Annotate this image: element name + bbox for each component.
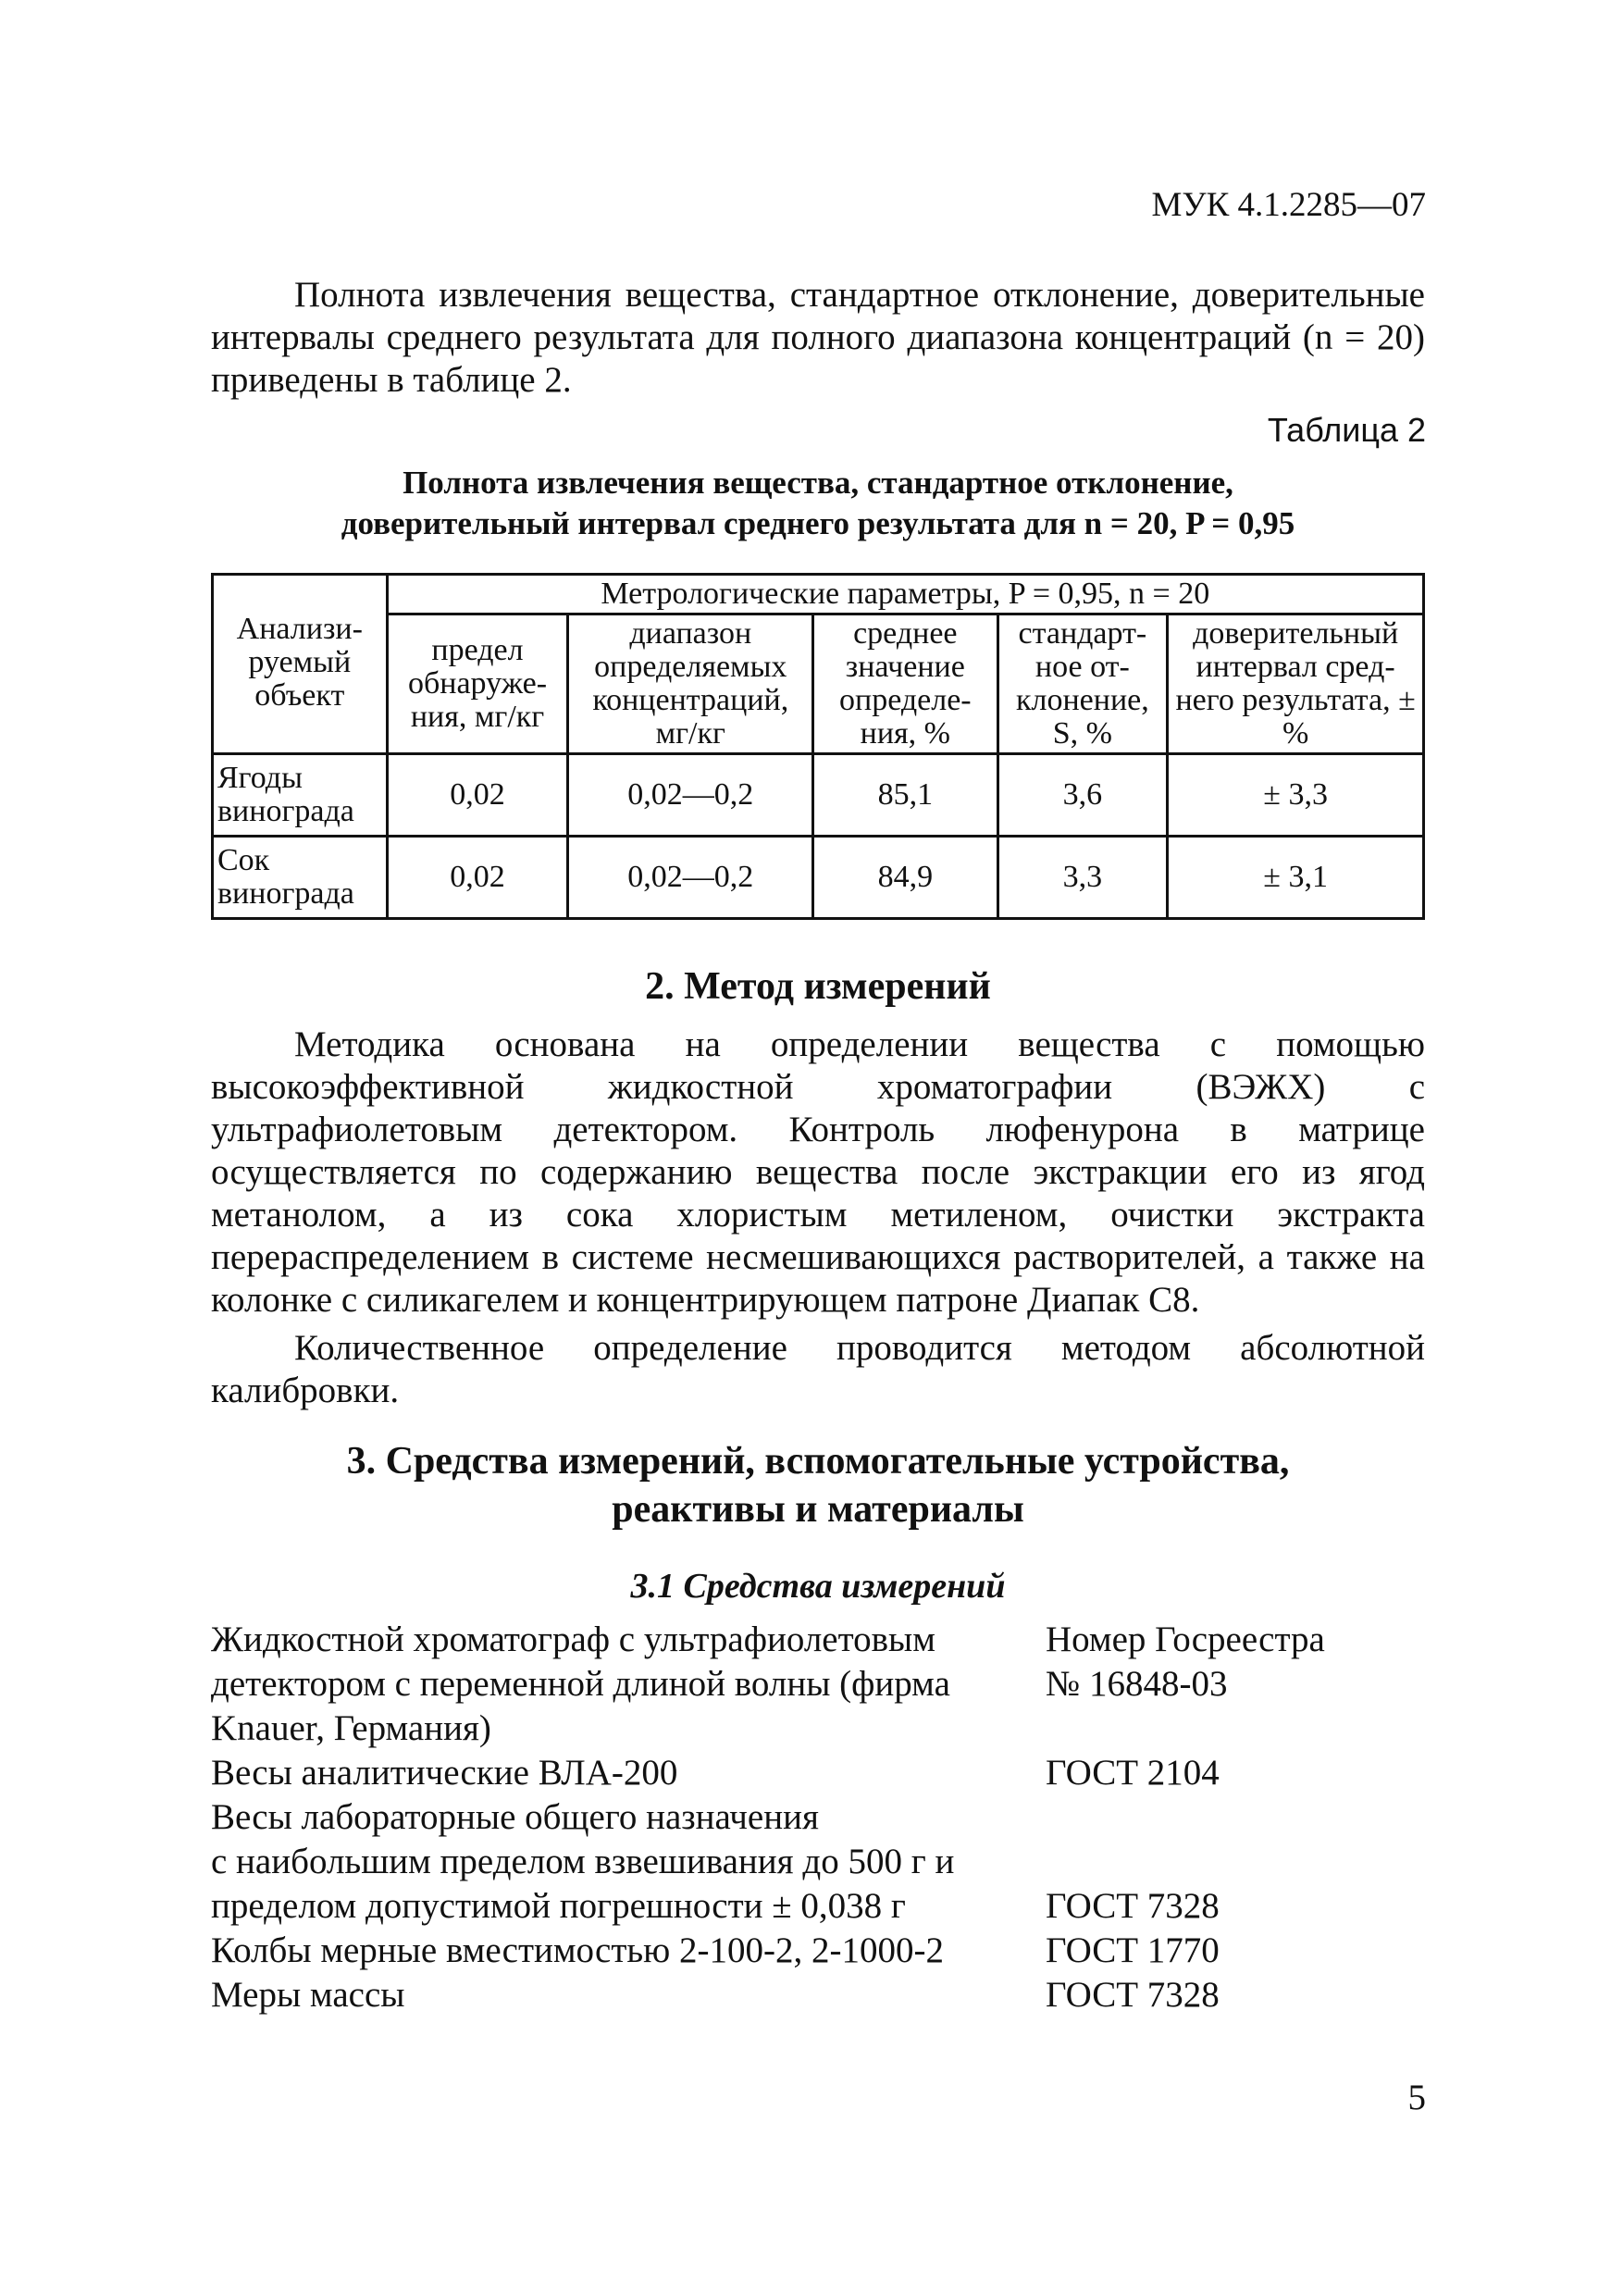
column-header: доверительный интервал сред-него результата, ± % — [1168, 614, 1424, 754]
group-header: Метрологические параметры, P = 0,95, n = 20 — [387, 575, 1423, 614]
equipment-name: с наибольшим пределом взвешивания до 500 г и — [211, 1842, 955, 1881]
section-title-method: 2. Метод измерений — [645, 965, 991, 1008]
equipment-name: детектором с переменной длиной волны (фирма — [211, 1664, 950, 1704]
equipment-name: Меры массы — [211, 1975, 405, 2015]
intro-paragraph: Полнота извлечения вещества, стандартное отклонение, доверительные интервалы среднего результата для полного диапазона концентраций (n = 20) приведены в таблице 2. — [211, 275, 1425, 400]
equipment-standard — [1046, 1706, 1425, 1751]
method-paragraph-2: Количественное определение проводится методом абсолютной калибровки. — [211, 1328, 1425, 1410]
list-item — [211, 1929, 1425, 1973]
equipment-name: пределом допустимой погрешности ± 0,038 г — [211, 1886, 906, 1926]
list-item — [211, 1884, 1425, 1929]
table-cell: 3,6 — [997, 754, 1168, 837]
column-header: диапазон определяемых концентраций, мг/кг — [568, 614, 813, 754]
column-header: предел обнаруже-ния, мг/кг — [387, 614, 568, 754]
list-item — [211, 1618, 1425, 1662]
list-item — [211, 1751, 1425, 1795]
row-object: Сок винограда — [213, 837, 388, 919]
table-title — [211, 463, 1425, 544]
table-row — [213, 837, 1424, 919]
object-header: Анализи-руемый объект — [213, 575, 388, 754]
row-object: Ягоды винограда — [213, 754, 388, 837]
table-cell: 84,9 — [813, 837, 997, 919]
list-item — [211, 1706, 1425, 1751]
tools-title-line-2: реактивы и материалы — [612, 1488, 1024, 1531]
table-row — [213, 754, 1424, 837]
equipment-name: Жидкостной хроматограф с ультрафиолетовым — [211, 1620, 935, 1659]
equipment-name: Колбы мерные вместимостью 2-100-2, 2-1000-2 — [211, 1930, 944, 1970]
list-item — [211, 1795, 1425, 1840]
document-code: МУК 4.1.2285—07 — [1151, 186, 1426, 224]
table-cell: ± 3,1 — [1168, 837, 1424, 919]
equipment-standard: ГОСТ 2104 — [1046, 1753, 1220, 1793]
equipment-standard: ГОСТ 7328 — [1046, 1886, 1220, 1926]
page-number: 5 — [1407, 2078, 1426, 2117]
table-cell: 0,02 — [387, 754, 568, 837]
equipment-standard — [1046, 1795, 1425, 1840]
tools-title-line-1: 3. Средства измерений, вспомогательные устройства, — [346, 1440, 1290, 1483]
equipment-name: Knauer, Германия) — [211, 1708, 491, 1748]
equipment-name: Весы лабораторные общего назначения — [211, 1797, 819, 1837]
table-cell: 0,02—0,2 — [568, 754, 813, 837]
table-cell: 85,1 — [813, 754, 997, 837]
table-cell: 0,02 — [387, 837, 568, 919]
equipment-name: Весы аналитические ВЛА-200 — [211, 1753, 678, 1793]
table-title-line-2: доверительный интервал среднего результата для n = 20, P = 0,95 — [341, 505, 1295, 541]
table-cell: ± 3,3 — [1168, 754, 1424, 837]
list-item — [211, 1840, 1425, 1884]
table-cell: 0,02—0,2 — [568, 837, 813, 919]
table-caption: Таблица 2 — [1267, 411, 1426, 449]
table-title-line-1: Полнота извлечения вещества, стандартное отклонение, — [403, 465, 1233, 501]
list-item — [211, 1973, 1425, 2017]
equipment-standard: ГОСТ 1770 — [1046, 1930, 1220, 1970]
metrology-table — [211, 573, 1425, 920]
equipment-standard: Номер Госреестра — [1046, 1620, 1325, 1659]
equipment-standard: ГОСТ 7328 — [1046, 1975, 1220, 2015]
column-header: среднее значение определе-ния, % — [813, 614, 997, 754]
equipment-standard — [1046, 1840, 1425, 1884]
list-item — [211, 1662, 1425, 1706]
subsection-title: 3.1 Средства измерений — [630, 1567, 1006, 1606]
section-title-tools — [211, 1437, 1425, 1533]
column-header: стандарт-ное от-клонение, S, % — [997, 614, 1168, 754]
table-cell: 3,3 — [997, 837, 1168, 919]
equipment-standard: № 16848-03 — [1046, 1664, 1228, 1704]
equipment-list — [211, 1618, 1425, 2017]
method-paragraph-1: Методика основана на определении вещества с помощью высокоэффективной жидкостной хроматографии (ВЭЖХ) с ультрафиолетовым детектором. Контроль люфенурона в матрице осуществляется по содержанию вещества после экстракции его из ягод метанолом, а из сока хлористым метиленом, очистки экстракта перераспределением в системе несмешивающихся растворителей, а также на колонке с силикагелем и концентрирующем патроне Диапак С8. — [211, 1024, 1425, 1320]
